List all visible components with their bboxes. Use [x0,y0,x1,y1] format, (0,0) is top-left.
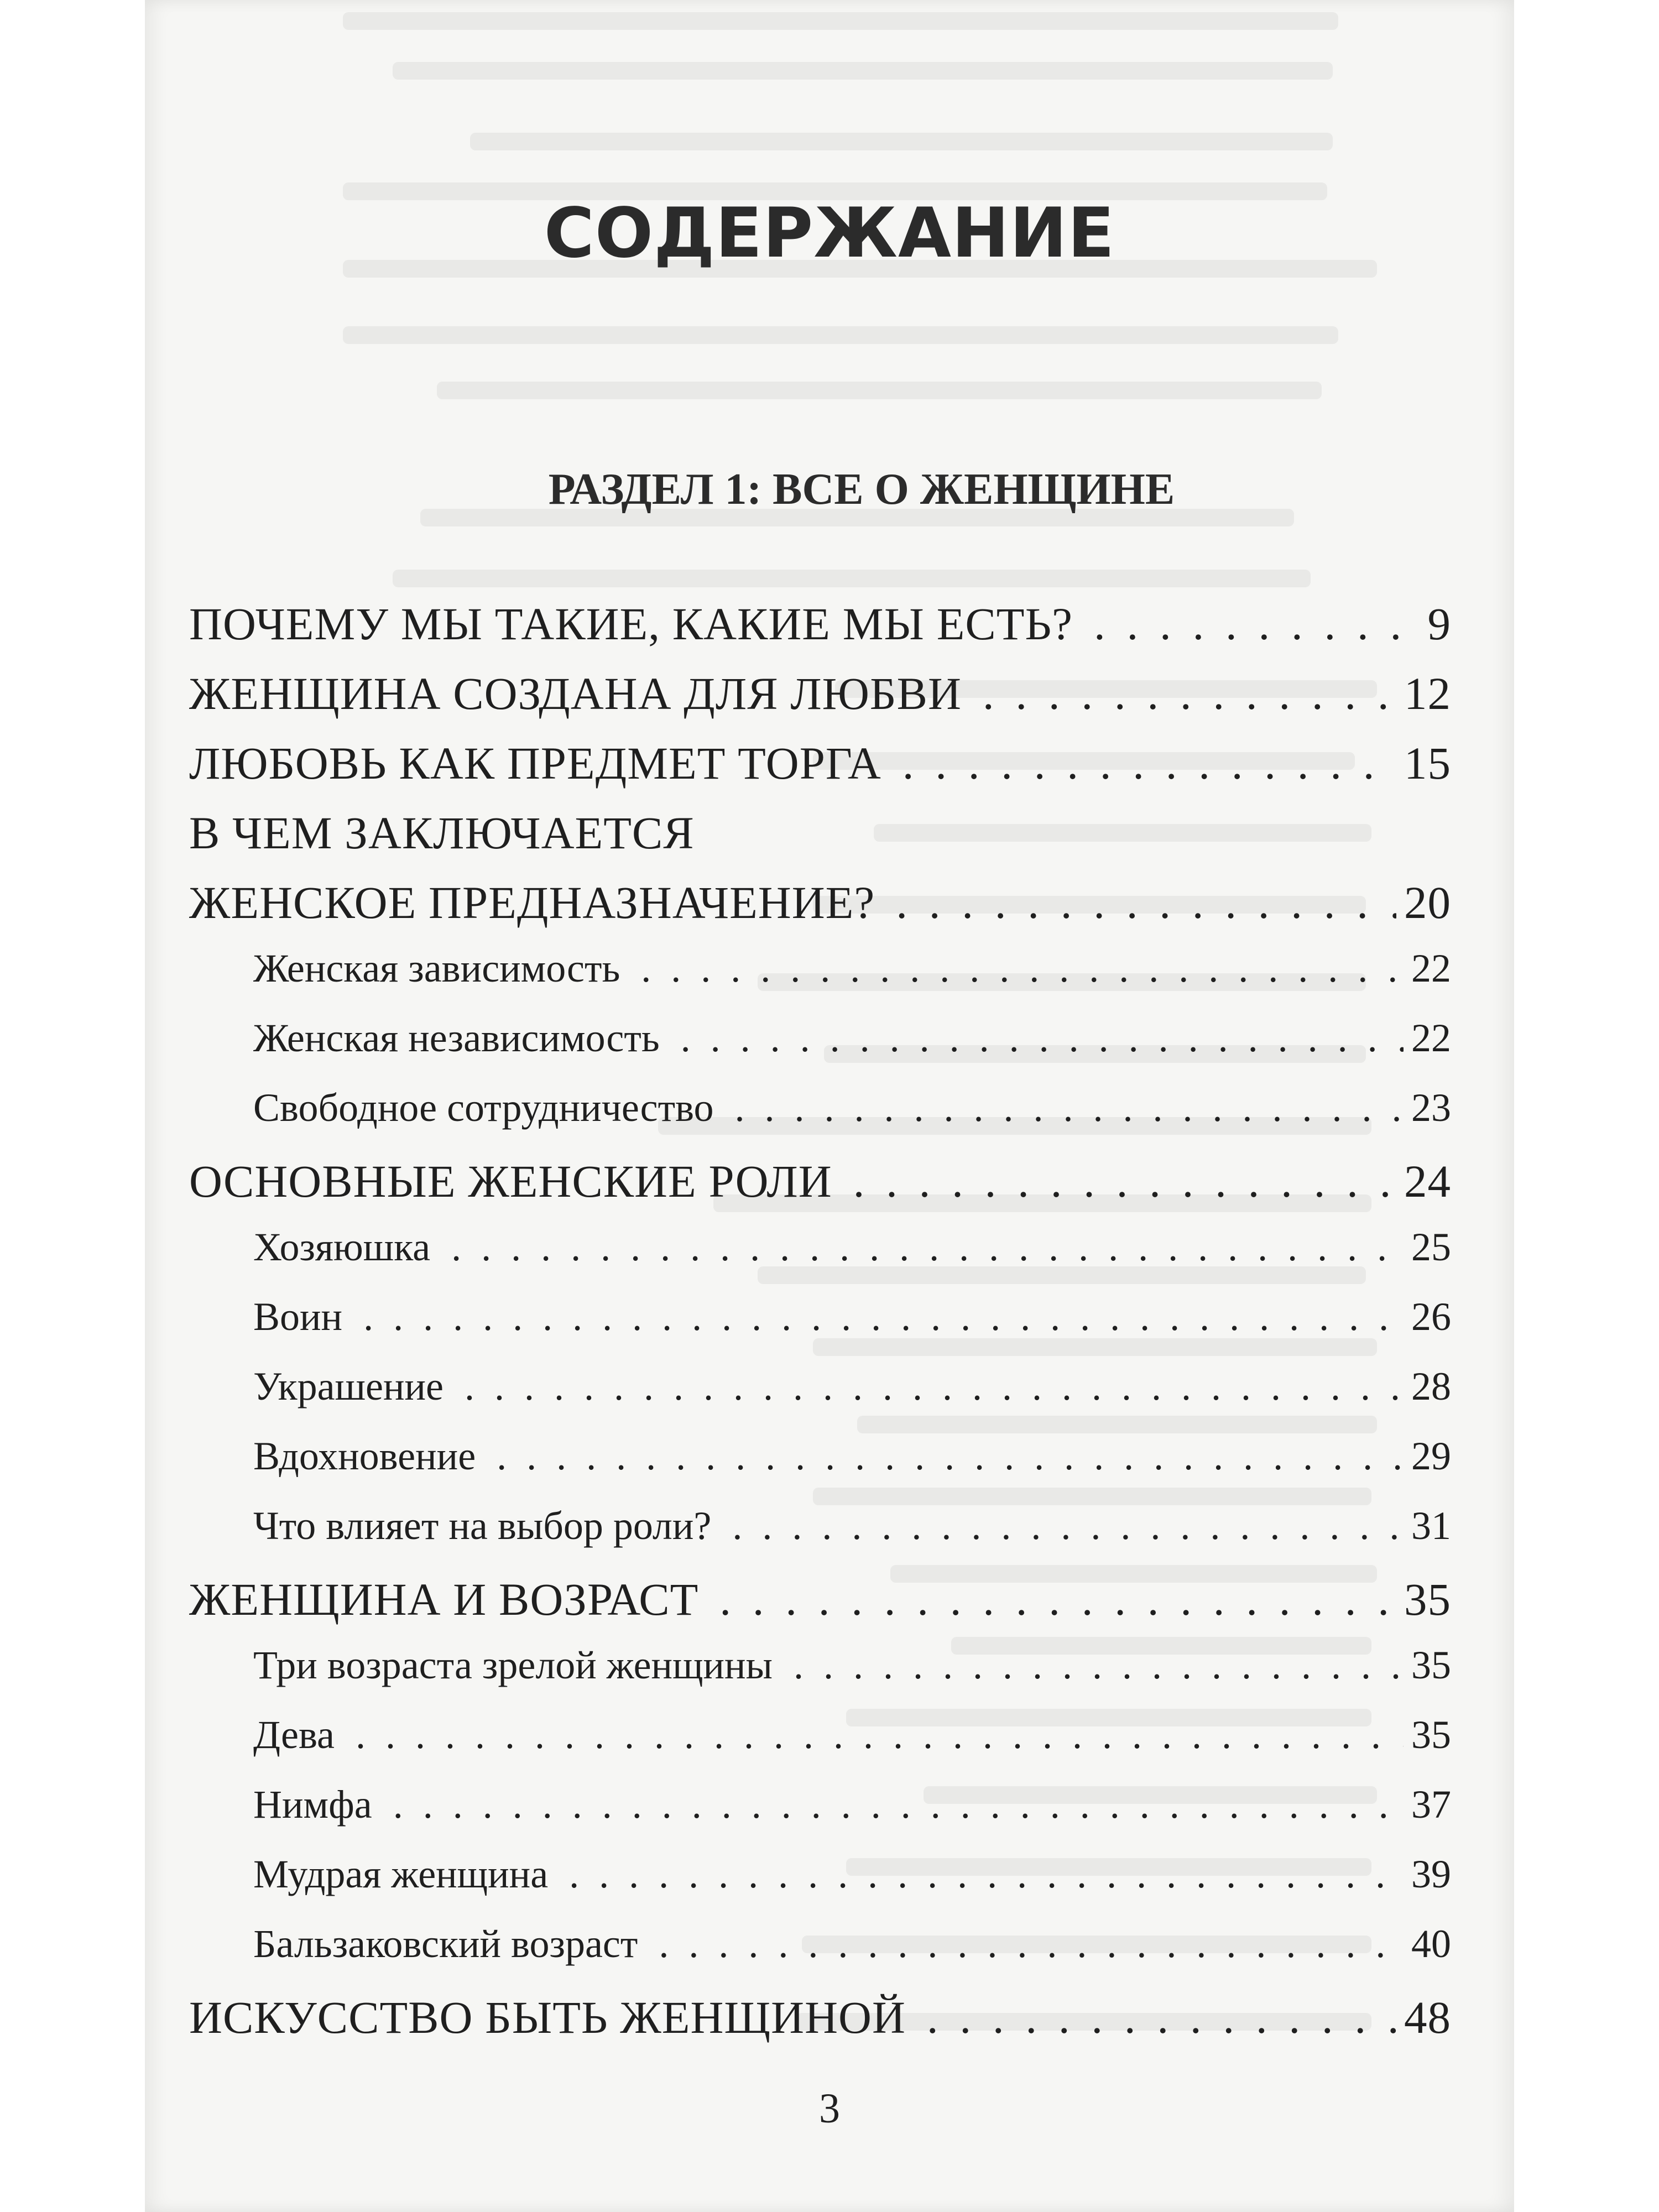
toc-entry-label: Свободное сотрудничество [253,1086,714,1130]
toc-entry-label: Вдохновение [253,1434,476,1478]
toc-leader-dots [983,667,1396,720]
toc-leader-dots [659,1921,1404,1967]
toc-entry-page: 15 [1404,738,1451,789]
toc-leader-dots [356,1712,1404,1758]
toc-entry-label: ЛЮБОВЬ КАК ПРЕДМЕТ ТОРГА [189,738,881,789]
toc-leader-dots [896,876,1396,929]
toc-leader-dots [569,1851,1404,1897]
toc-subentry [253,1782,1451,1837]
toc-entry-label: Воин [253,1295,343,1339]
toc-leader-dots [732,1503,1404,1549]
toc-entry-label: Мудрая женщина [253,1852,549,1896]
toc-leader-dots [927,1991,1396,2044]
toc-entry-page: 35 [1411,1643,1451,1687]
toc-subentry [253,1712,1451,1767]
toc-subentry [253,1642,1451,1698]
toc-entry-label: Женская зависимость [253,946,620,990]
toc-entry-label: ЖЕНЩИНА И ВОЗРАСТ [189,1574,699,1625]
toc-entry-page: 26 [1411,1295,1451,1339]
toc-entry [189,1155,1451,1210]
toc-entry [189,876,1451,931]
toc-entry-page: 22 [1411,946,1451,990]
toc-entry-page: 31 [1411,1504,1451,1548]
toc-entry-label: ПОЧЕМУ МЫ ТАКИЕ, КАКИЕ МЫ ЕСТЬ? [189,598,1073,649]
toc-subentry [253,946,1451,1001]
page-title: СОДЕРЖАНИЕ [544,194,1115,273]
toc-leader-dots [794,1642,1404,1688]
toc-entry-page: 22 [1411,1016,1451,1060]
toc-entry-page: 29 [1411,1434,1451,1478]
toc-subentry [253,1015,1451,1071]
toc-entry [189,737,1451,792]
toc-subentry [253,1433,1451,1489]
toc-entry-label: В ЧЕМ ЗАКЛЮЧАЕТСЯ [189,807,695,858]
toc-subentry [253,1851,1451,1907]
toc-subentry [253,1294,1451,1349]
toc-entry-label: Хозяюшка [253,1225,431,1269]
toc-entry [189,597,1451,653]
toc-entry-page: 35 [1404,1574,1451,1625]
toc-entry [189,1573,1451,1628]
section-title: РАЗДЕЛ 1: ВСЕ О ЖЕНЩИНЕ [548,465,1175,514]
toc-entry-page: 40 [1411,1922,1451,1966]
toc-entry-label: ИСКУССТВО БЫТЬ ЖЕНЩИНОЙ [189,1992,906,2043]
toc-subentry [253,1921,1451,1976]
toc-leader-dots [735,1085,1404,1131]
toc-entry-label: Дева [253,1713,335,1757]
toc-entry-label: Нимфа [253,1782,372,1827]
toc-entry-label: Три возраста зрелой женщины [253,1643,773,1687]
toc-leader-dots [641,946,1404,992]
toc-entry-page: 48 [1404,1992,1451,2043]
toc-entry-page: 12 [1404,668,1451,719]
toc-entry-page: 9 [1427,598,1451,649]
toc-leader-dots [497,1433,1404,1479]
toc-entry-label: Бальзаковский возраст [253,1922,638,1966]
toc-leader-dots [465,1364,1404,1410]
toc-entry-page: 35 [1411,1713,1451,1757]
toc-subentry [253,1503,1451,1558]
toc-leader-dots [451,1224,1404,1270]
toc-subentry [253,1085,1451,1140]
toc-entry-label: ОСНОВНЫЕ ЖЕНСКИЕ РОЛИ [189,1156,832,1207]
toc-entry [189,1991,1451,2046]
toc-entry-label: Украшение [253,1364,444,1408]
toc-entry-page: 37 [1411,1782,1451,1827]
toc-leader-dots [1094,597,1420,650]
toc-leader-dots [393,1782,1404,1828]
toc-entry [189,667,1451,722]
toc-entry-page: 39 [1411,1852,1451,1896]
toc-entry-page: 28 [1411,1364,1451,1408]
toc-leader-dots [853,1155,1396,1208]
toc-entry-label: Женская независимость [253,1016,660,1060]
toc-entry-label: Что влияет на выбор роли? [253,1504,712,1548]
toc-entry-label: ЖЕНЩИНА СОЗДАНА ДЛЯ ЛЮБВИ [189,668,962,719]
toc-leader-dots [363,1294,1404,1340]
toc-leader-dots [681,1015,1404,1061]
toc-subentry [253,1364,1451,1419]
toc-entry-page: 24 [1404,1156,1451,1207]
toc-entry-page: 23 [1411,1086,1451,1130]
page-number: 3 [819,2085,840,2132]
toc-entry-label: ЖЕНСКОЕ ПРЕДНАЗНАЧЕНИЕ? [189,877,875,928]
toc-entry-page: 20 [1404,877,1451,928]
toc-subentry [253,1224,1451,1280]
toc-entry [189,806,1451,862]
toc-leader-dots [902,737,1396,790]
toc-leader-dots [719,1573,1396,1626]
toc-entry-page: 25 [1411,1225,1451,1269]
